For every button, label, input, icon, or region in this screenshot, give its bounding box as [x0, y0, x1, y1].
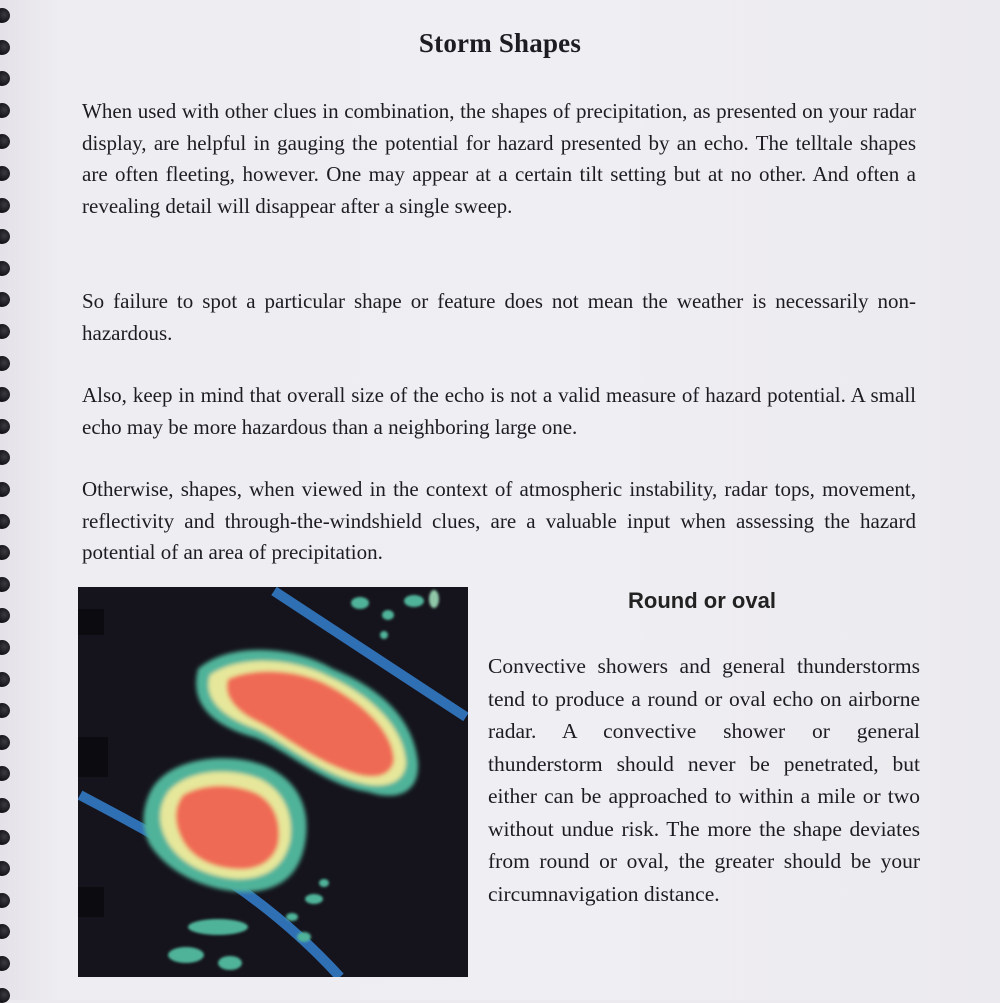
paragraph-4: Otherwise, shapes, when viewed in the context of atmospheric instability, radar tops, movement, reflectivity and through-the-windshield clues, are a valuable input when assessing the hazard potential of an area of precipitation. — [82, 477, 916, 564]
spiral-binding — [0, 0, 22, 1000]
binding-ring — [0, 735, 10, 750]
radar-display-image — [78, 587, 468, 977]
binding-ring — [0, 103, 10, 118]
frame-mark — [78, 887, 104, 917]
binding-ring — [0, 166, 10, 181]
binding-ring — [0, 672, 10, 687]
section-heading: Round or oval — [628, 588, 776, 613]
binding-ring — [0, 577, 10, 592]
binding-ring — [0, 356, 10, 371]
binding-ring — [0, 387, 10, 402]
frame-mark — [78, 609, 104, 635]
binding-ring — [0, 861, 10, 876]
binding-ring — [0, 830, 10, 845]
binding-ring — [0, 640, 10, 655]
binding-ring — [0, 893, 10, 908]
binding-ring — [0, 482, 10, 497]
binding-ring — [0, 703, 10, 718]
paragraph-2: So failure to spot a particular shape or feature does not mean the weather is necessarily non-hazardous. — [82, 289, 916, 345]
binding-ring — [0, 324, 10, 339]
binding-ring — [0, 261, 10, 276]
binding-ring — [0, 8, 10, 23]
binding-ring — [0, 956, 10, 971]
frame-mark — [78, 737, 108, 777]
binding-ring — [0, 988, 10, 1003]
binding-ring — [0, 545, 10, 560]
binding-ring — [0, 766, 10, 781]
binding-ring — [0, 798, 10, 813]
binding-ring — [0, 134, 10, 149]
binding-ring — [0, 292, 10, 307]
binding-ring — [0, 229, 10, 244]
radar-echo-illustration — [78, 587, 468, 977]
binding-ring — [0, 419, 10, 434]
binding-ring — [0, 198, 10, 213]
binding-ring — [0, 608, 10, 623]
binding-ring — [0, 71, 10, 86]
binding-ring — [0, 924, 10, 939]
page-title: Storm Shapes — [418, 28, 582, 58]
binding-ring — [0, 450, 10, 465]
section-body: Convective showers and general thunderstorms tend to produce a round or oval echo on airborne radar. A convective shower or general thunderstorm should never be penetrated, but either can be approached to within a mile or two without undue risk. The more the shape deviates from round or oval, the greater should be your circumnavigation distance. — [488, 654, 920, 906]
paragraph-1: When used with other clues in combination, the shapes of precipitation, as presented on your radar display, are helpful in gauging the potential for hazard presented by an echo. The telltale shapes are often fleeting, however. One may appear at a certain tilt setting but at no other. And often a revealing detail will disappear after a single sweep. — [82, 99, 916, 218]
paragraph-3: Also, keep in mind that overall size of the echo is not a valid measure of hazard potential. A small echo may be more hazardous than a neighboring large one. — [82, 383, 916, 439]
binding-ring — [0, 514, 10, 529]
